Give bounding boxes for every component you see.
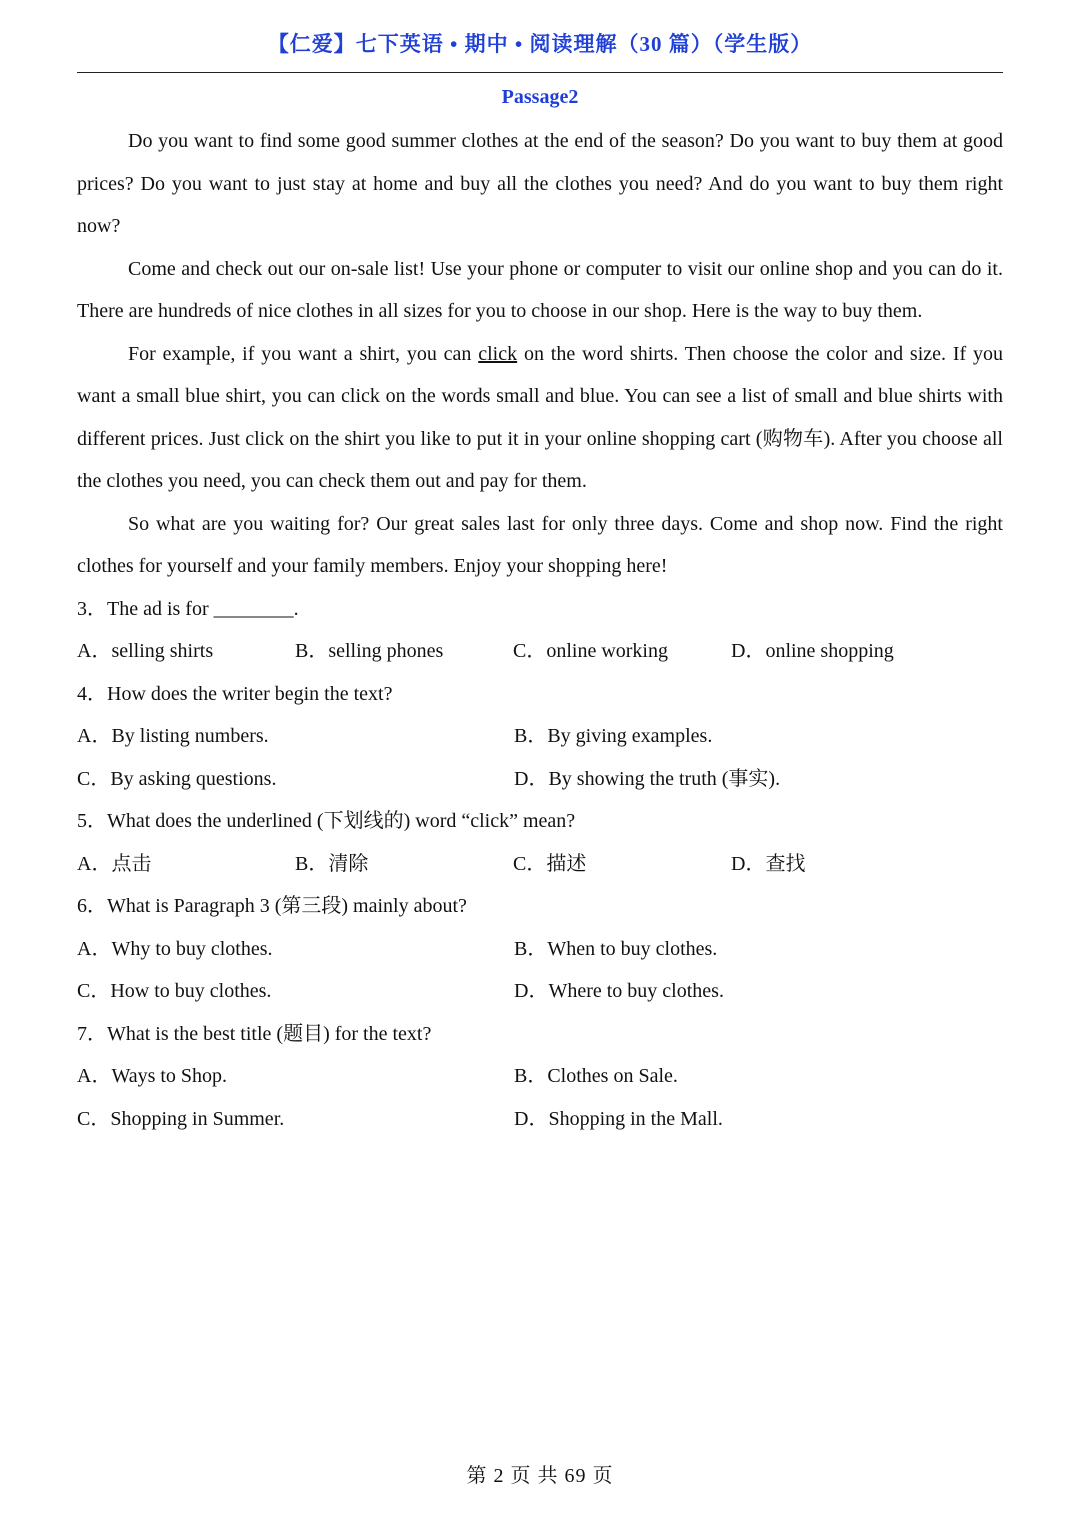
question-7-option-c: C．Shopping in Summer. xyxy=(77,1107,285,1130)
question-3-option-c: C．online working xyxy=(513,640,668,662)
question-3-option-b: B．selling phones xyxy=(295,640,444,662)
question-6-options-row-1 xyxy=(77,928,1003,971)
question-7-option-a: A．Ways to Shop. xyxy=(77,1065,228,1087)
paragraph-4: So what are you waiting for? Our great sales last for only three days. Come and shop now. Find the right clothes for yourself and your family members. Enjoy your shopping here! xyxy=(77,512,1003,577)
passage-body xyxy=(77,120,1003,1140)
question-7-options-row-1 xyxy=(77,1055,1003,1098)
paragraph-3-text-after: on the word shirts. Then choose the color and size. If you want a small blue shirt, you can click on the words small and blue. You can see a list of small and blue shirts with different prices. Just click on the shirt you like to put it in your online shopping cart (购物车). After you choose all the clothes you need, you can check them out and pay for them. xyxy=(77,342,1004,492)
question-5-option-a: A．点击 xyxy=(77,852,152,875)
question-4-option-b: B．By giving examples. xyxy=(514,725,713,747)
header-divider xyxy=(77,72,1003,73)
question-6-option-c: C．How to buy clothes. xyxy=(77,980,272,1002)
question-4-option-c: C．By asking questions. xyxy=(77,767,277,790)
paragraph-1: Do you want to find some good summer clothes at the end of the season? Do you want to buy them at good prices? Do you want to just stay at home and buy all the clothes you need? And do you want to buy them right now? xyxy=(77,130,1003,237)
question-6-stem: 6．What is Paragraph 3 (第三段) mainly about? xyxy=(77,895,467,917)
question-7-option-b: B．Clothes on Sale. xyxy=(514,1065,678,1087)
question-6-option-b: B．When to buy clothes. xyxy=(514,937,718,960)
paragraph-2: Come and check out our on-sale list! Use your phone or computer to visit our online shop and you can do it. There are hundreds of nice clothes in all sizes for you to choose in our shop. Here is the way to buy them. xyxy=(77,257,1003,322)
question-3-option-a: A．selling shirts xyxy=(77,640,214,662)
paragraph-3-text-before: For example, if you want a shirt, you can xyxy=(128,342,479,365)
question-6-option-a: A．Why to buy clothes. xyxy=(77,937,273,960)
question-4-option-d: D．By showing the truth (事实). xyxy=(514,767,781,790)
document-header-title: 【仁爱】七下英语 • 期中 • 阅读理解（30 篇）（学生版） xyxy=(267,32,813,56)
question-3-option-d: D．online shopping xyxy=(731,640,894,662)
question-5-options xyxy=(77,843,1003,886)
question-5-option-d: D．查找 xyxy=(731,852,806,875)
paragraph-3 xyxy=(77,333,1003,503)
question-4-options-row-2 xyxy=(77,758,1003,801)
page-number-footer: 第 2 页 共 69 页 xyxy=(466,1465,614,1487)
question-7-options-row-2 xyxy=(77,1098,1003,1141)
question-5-option-b: B．清除 xyxy=(295,852,369,875)
question-4-options-row-1 xyxy=(77,715,1003,758)
question-6-option-d: D．Where to buy clothes. xyxy=(514,980,724,1002)
question-5-stem: 5．What does the underlined (下划线的) word “click” mean? xyxy=(77,810,576,832)
question-3-options xyxy=(77,630,1003,673)
underlined-word-click: click xyxy=(478,342,518,365)
question-4-stem: 4．How does the writer begin the text? xyxy=(77,682,393,705)
passage-title: Passage2 xyxy=(501,86,579,108)
question-7-option-d: D．Shopping in the Mall. xyxy=(514,1107,723,1130)
question-5-option-c: C．描述 xyxy=(513,852,587,875)
question-6-options-row-2 xyxy=(77,970,1003,1013)
question-7-stem: 7．What is the best title (题目) for the text? xyxy=(77,1022,432,1045)
question-4-option-a: A．By listing numbers. xyxy=(77,725,269,747)
question-3-stem: 3．The ad is for ________. xyxy=(77,597,299,620)
